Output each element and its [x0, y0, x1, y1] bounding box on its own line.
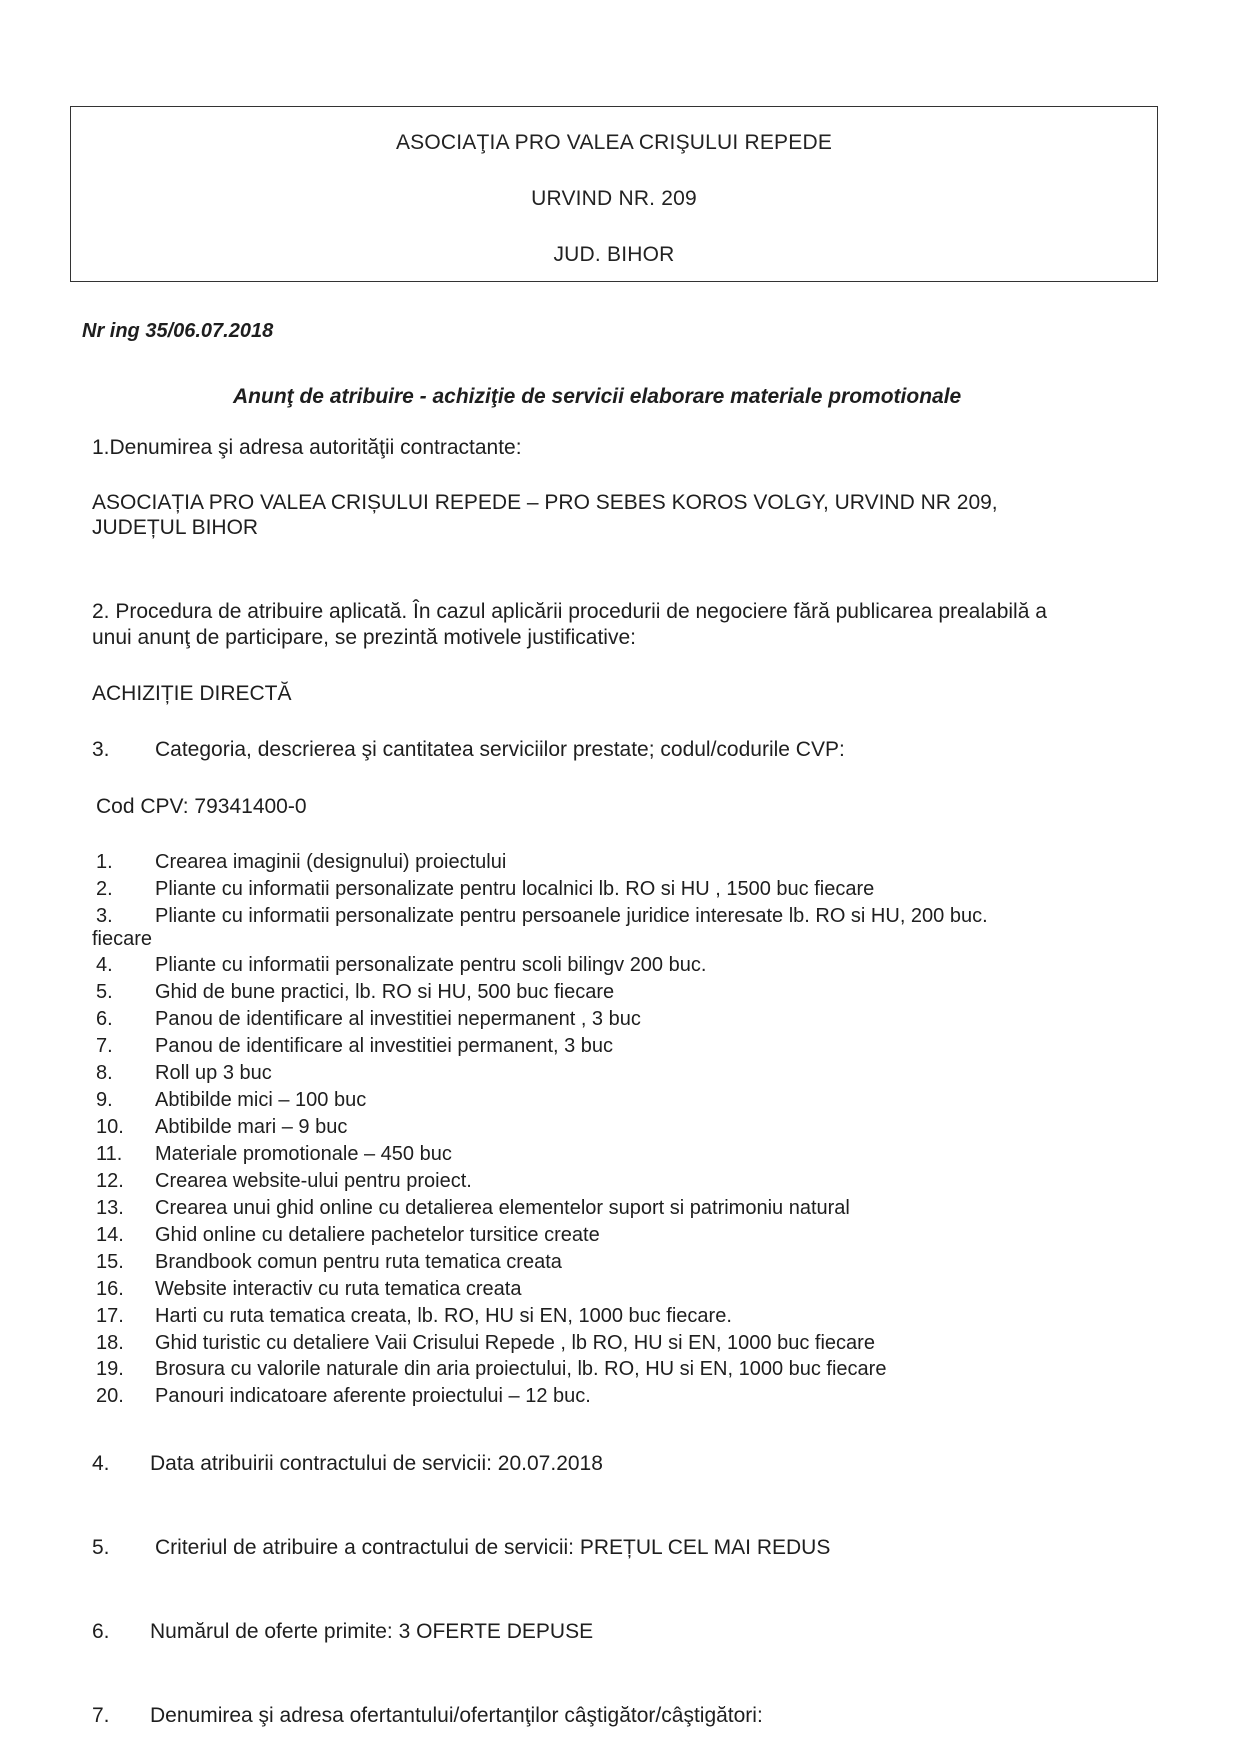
section-2-value: ACHIZIȚIE DIRECTĂ [92, 682, 292, 705]
document-title: Anunţ de atribuire - achiziţie de servicii elaborare materiale promotionale [233, 385, 962, 408]
list-item-number: 20. [96, 1385, 124, 1407]
section-3-number: 3. [92, 738, 110, 761]
organization-address: URVIND NR. 209 [531, 187, 697, 210]
list-item-text: Pliante cu informatii personalizate pentru scoli bilingv 200 buc. [155, 954, 707, 976]
list-item-number: 3. [96, 905, 113, 927]
list-item-number: 10. [96, 1116, 124, 1138]
registration-number: Nr ing 35/06.07.2018 [82, 320, 274, 342]
list-item-text: Pliante cu informatii personalizate pentru persoanele juridice interesate lb. RO si HU, 200 buc. [155, 905, 988, 927]
list-item-text: Ghid de bune practici, lb. RO si HU, 500 buc fiecare [155, 981, 615, 1003]
list-item-number: 5. [96, 981, 113, 1003]
section-4-number: 4. [92, 1452, 110, 1475]
list-item-number: 14. [96, 1224, 124, 1246]
list-item-text: Brosura cu valorile naturale din aria proiectului, lb. RO, HU si EN, 1000 buc fiecare [155, 1358, 887, 1380]
list-item-number: 9. [96, 1089, 113, 1111]
list-item-text: Crearea website-ului pentru proiect. [155, 1170, 472, 1192]
list-item-text: Pliante cu informatii personalizate pentru localnici lb. RO si HU , 1500 buc fiecare [155, 878, 875, 900]
section-7-text: Denumirea şi adresa ofertantului/ofertanţilor câştigător/câştigători: [150, 1704, 763, 1727]
section-7-number: 7. [92, 1704, 110, 1727]
list-item-text: Harti cu ruta tematica creata, lb. RO, HU si EN, 1000 buc fiecare. [155, 1305, 732, 1327]
cpv-code: Cod CPV: 79341400-0 [96, 795, 307, 818]
list-item-number: 15. [96, 1251, 124, 1273]
list-item-number: 17. [96, 1305, 124, 1327]
list-item-text: Abtibilde mari – 9 buc [155, 1116, 348, 1138]
list-item-number: 18. [96, 1332, 124, 1354]
list-item-number: 8. [96, 1062, 113, 1084]
list-item-text: Panou de identificare al investitiei permanent, 3 buc [155, 1035, 614, 1057]
list-item-text: Brandbook comun pentru ruta tematica creata [155, 1251, 562, 1273]
list-item-text: Materiale promotionale – 450 buc [155, 1143, 452, 1165]
section-4 [92, 1452, 603, 1476]
list-item-number: 2. [96, 878, 113, 900]
list-item-text: Crearea imaginii (designului) proiectului [155, 851, 507, 873]
list-item-text: Panouri indicatoare aferente proiectului – 12 buc. [155, 1385, 591, 1407]
list-item-number: 16. [96, 1278, 124, 1300]
section-5-text: Criteriul de atribuire a contractului de servicii: PREȚUL CEL MAI REDUS [155, 1536, 831, 1559]
list-item-number: 11. [96, 1143, 123, 1165]
section-4-text: Data atribuirii contractului de servicii: 20.07.2018 [150, 1452, 603, 1475]
list-item-text: Abtibilde mici – 100 buc [155, 1089, 367, 1111]
section-6-text: Numărul de oferte primite: 3 OFERTE DEPUSE [150, 1620, 594, 1643]
list-item-number: 4. [96, 954, 113, 976]
section-1-value-line1: ASOCIAȚIA PRO VALEA CRIȘULUI REPEDE – PRO SEBES KOROS VOLGY, URVIND NR 209, [92, 491, 998, 514]
list-item-number: 7. [96, 1035, 113, 1057]
list-item-number: 13. [96, 1197, 124, 1219]
section-5 [92, 1536, 830, 1560]
section-6-number: 6. [92, 1620, 110, 1643]
list-item-text: Roll up 3 buc [155, 1062, 272, 1084]
section-1-value-line2: JUDEȚUL BIHOR [92, 516, 259, 539]
section-6 [92, 1620, 593, 1644]
section-1-label: 1.Denumirea şi adresa autorităţii contractante: [92, 436, 522, 459]
list-item-number: 6. [96, 1008, 113, 1030]
list-item-text: Panou de identificare al investitiei nepermanent , 3 buc [155, 1008, 641, 1030]
header-box [70, 106, 1158, 282]
organization-county: JUD. BIHOR [553, 243, 675, 266]
list-item-text: Website interactiv cu ruta tematica creata [155, 1278, 522, 1300]
list-item-text: Ghid online cu detaliere pachetelor tursitice create [155, 1224, 600, 1246]
list-item-text: Crearea unui ghid online cu detalierea elementelor suport si patrimoniu natural [155, 1197, 850, 1219]
section-7 [92, 1704, 763, 1728]
list-item-continuation: fiecare [92, 928, 153, 950]
section-2-label-line1: 2. Procedura de atribuire aplicată. În cazul aplicării procedurii de negociere fără publicarea prealabilă a [92, 600, 1047, 623]
section-2-label-line2: unui anunţ de participare, se prezintă motivele justificative: [92, 626, 636, 649]
section-3-label: Categoria, descrierea şi cantitatea serviciilor prestate; codul/codurile CVP: [155, 738, 845, 761]
list-item-number: 1. [96, 851, 113, 873]
organization-name: ASOCIAŢIA PRO VALEA CRIŞULUI REPEDE [395, 131, 833, 154]
list-item-text: Ghid turistic cu detaliere Vaii Crisului Repede , lb RO, HU si EN, 1000 buc fiecare [155, 1332, 875, 1354]
section-3-heading [92, 738, 845, 762]
section-5-number: 5. [92, 1536, 110, 1559]
list-item-number: 12. [96, 1170, 124, 1192]
list-item-number: 19. [96, 1358, 124, 1380]
